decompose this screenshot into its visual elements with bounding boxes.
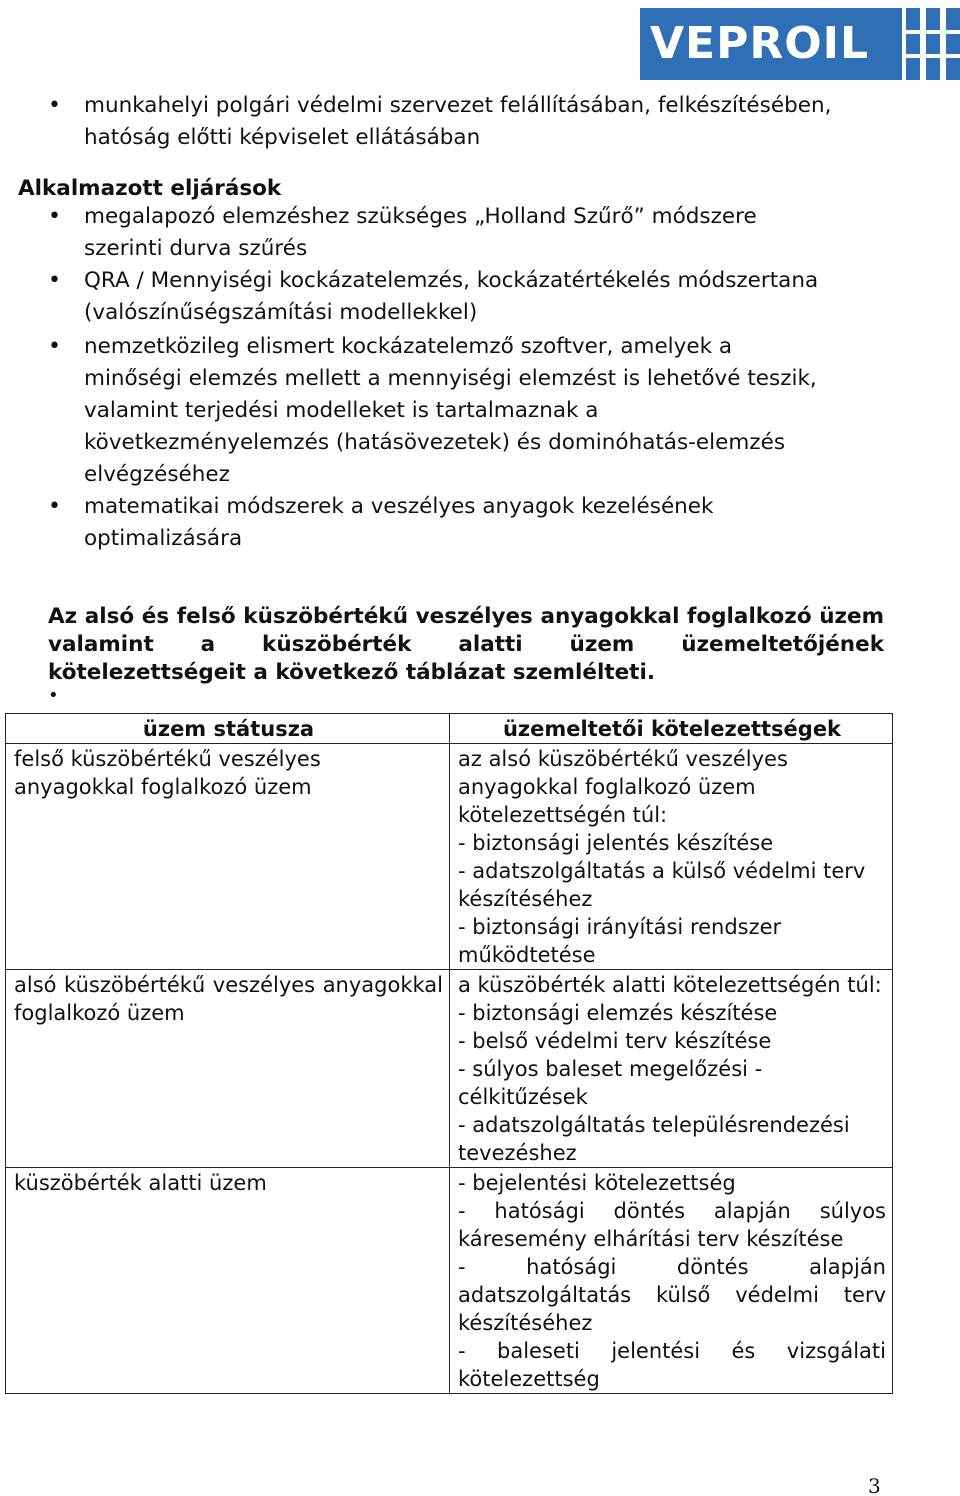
header-duties: üzemeltetői kötelezettségek [450,714,893,744]
table-row [6,1168,893,1394]
duties-cell [450,744,893,970]
status-text: felső küszöbértékű veszélyes anyagokkal foglalkozó üzem [14,747,321,799]
duty-item: - hatósági döntés alapján adatszolgáltatás külső védelmi terv készítéséhez [458,1255,886,1335]
bullet-marker: • [48,494,61,519]
method-4-line-1: matematikai módszerek a veszélyes anyagok kezelésének [84,494,714,519]
method-3-line-4: következményelemzés (hatásövezetek) és dominóhatás-elemzés [84,430,786,455]
duty-item: - hatósági döntés alapján súlyos káresemény elhárítási terv készítése [458,1199,886,1251]
duties-cell [450,1168,893,1394]
status-cell [6,1168,450,1394]
bullet-marker: • [48,204,61,229]
intro-line-1: munkahelyi polgári védelmi szervezet felállításában, felkészítésében, [84,93,832,118]
duty-item: - biztonsági elemzés készítése [458,1001,778,1025]
page-number: 3 [868,1474,881,1496]
duty-item: - baleseti jelentési és vizsgálati kötelezettség [458,1339,886,1391]
table-row [6,744,893,970]
status-cell [6,744,450,970]
header-status: üzem státusza [6,714,450,744]
method-4-line-2: optimalizására [84,526,243,551]
table-row [6,970,893,1168]
duty-item: - bejelentési kötelezettség [458,1171,736,1195]
intro-line-2: hatóság előtti képviselet ellátásában [84,125,481,150]
method-3-line-3: valamint terjedési modelleket is tartalmaznak a [84,398,599,423]
status-text: alsó küszöbértékű veszélyes anyagokkal foglalkozó üzem [14,973,443,1025]
logo-text: VEPROIL [650,18,870,69]
method-1-line-2: szerinti durva szűrés [84,236,308,261]
duty-item: - biztonsági irányítási rendszer működtetése [458,915,782,967]
table-header-row [6,714,893,744]
status-cell [6,970,450,1168]
obligations-table [5,713,893,1394]
duty-item: a küszöbérték alatti kötelezettségén túl: [458,973,882,997]
veproil-logo [640,8,960,80]
duty-item: az alsó küszöbértékű veszélyes anyagokkal foglalkozó üzem kötelezettségén túl: [458,747,788,827]
empty-bullet-marker: • [48,685,59,706]
status-text: küszöbérték alatti üzem [14,1171,267,1195]
duty-item: - biztonsági jelentés készítése [458,831,774,855]
logo-stripes-icon [906,8,960,80]
bullet-marker: • [48,268,61,293]
duty-item: - súlyos baleset megelőzési - célkitűzések [458,1057,763,1109]
method-1-line-1: megalapozó elemzéshez szükséges „Holland Szűrő” módszere [84,204,757,229]
duties-cell [450,970,893,1168]
method-2-line-1: QRA / Mennyiségi kockázatelemzés, kockázatértékelés módszertana [84,268,819,293]
table-intro-paragraph: Az alsó és felső küszöbértékű veszélyes anyagokkal foglalkozó üzem valamint a küszöbérték alatti üzem üzemeltetőjének kötelezettségeit a következő táblázat szemlélteti. [48,604,884,685]
duty-item: - adatszolgáltatás a külső védelmi terv készítéséhez [458,859,866,911]
bullet-marker: • [48,334,61,359]
method-3-line-2: minőségi elemzés mellett a mennyiségi elemzést is lehetővé teszik, [84,366,817,391]
section-heading: Alkalmazott eljárások [18,176,282,201]
duty-item: - belső védelmi terv készítése [458,1029,772,1053]
bullet-marker: • [48,93,61,118]
duty-item: - adatszolgáltatás településrendezési tevezéshez [458,1113,850,1165]
method-3-line-5: elvégzéséhez [84,462,230,487]
method-2-line-2: (valószínűségszámítási modellekkel) [84,300,478,325]
logo-badge [640,8,902,80]
method-3-line-1: nemzetközileg elismert kockázatelemző szoftver, amelyek a [84,334,733,359]
